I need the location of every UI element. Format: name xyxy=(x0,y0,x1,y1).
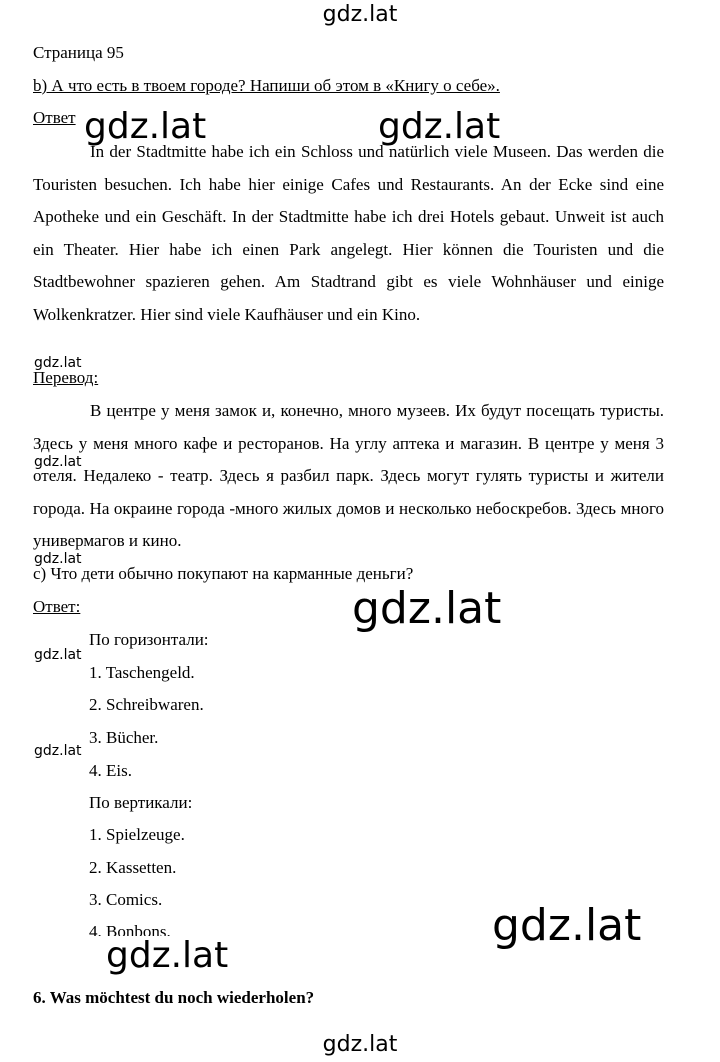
watermark-9: gdz.lat xyxy=(492,900,642,951)
watermark-7: gdz.lat xyxy=(34,647,82,663)
vertical-item-1: 1. Spielzeuge. xyxy=(89,825,185,844)
vertical-item-4: 4. Bonbons. xyxy=(89,922,171,936)
answer-label-2: Ответ: xyxy=(33,597,81,616)
watermark-10: gdz.lat xyxy=(106,935,229,976)
task-c-heading: c) Что дети обычно покупают на карманные деньги? xyxy=(33,564,414,583)
horizontal-item-3: 3. Bücher. xyxy=(89,728,159,747)
watermark-3: gdz.lat xyxy=(34,355,82,371)
watermark-1: gdz.lat xyxy=(84,106,207,147)
horizontal-label: По горизонтали: xyxy=(89,630,209,649)
watermark-8: gdz.lat xyxy=(34,743,82,759)
watermark-6: gdz.lat xyxy=(352,583,502,634)
section-6-heading: 6. Was möchtest du noch wiederholen? xyxy=(33,988,315,1007)
vertical-label: По вертикали: xyxy=(89,793,193,812)
horizontal-item-4: 4. Eis. xyxy=(89,761,132,780)
watermark-4: gdz.lat xyxy=(34,454,82,470)
horizontal-item-1: 1. Taschengeld. xyxy=(89,663,195,682)
watermark-5: gdz.lat xyxy=(34,551,82,567)
translation-label: Перевод: xyxy=(33,368,99,387)
watermark-top: gdz.lat xyxy=(322,2,398,27)
answer-paragraph: In der Stadtmitte habe ich ein Schloss und natürlich viele Museen. Das werden die Touristen besuchen. Ich habe hier einige Cafes und Restaurants. An der Ecke sind eine Apotheke und ein Geschäft. In der Stadtmitte habe ich drei Hotels gebaut. Unweit ist auch ein Theater. Hier habe ich einen Park angelegt. Hier können die Touristen und die Stadtbewohner spazieren gehen. Am Stadtrand gibt es viele Wohnhäuser und einige Wolkenkratzer. Hier sind viele Kaufhäuser und ein Kino. xyxy=(33,142,664,324)
vertical-item-2: 2. Kassetten. xyxy=(89,858,177,877)
translation-paragraph: В центре у меня замок и, конечно, много музеев. Их будут посещать туристы. Здесь у меня много кафе и ресторанов. На углу аптека и магазин. В центре у меня 3 отеля. Недалеко - театр. Здесь я разбил парк. Здесь могут гулять туристы и жители города. На окраине города -много жилых домов и несколько небоскребов. Здесь много универмагов и кино. xyxy=(33,401,664,550)
answer-label: Ответ xyxy=(33,108,76,127)
page-title: Страница 95 xyxy=(33,43,124,62)
vertical-item-3: 3. Comics. xyxy=(89,890,163,909)
watermark-2: gdz.lat xyxy=(378,106,501,147)
task-b-heading: b) А что есть в твоем городе? Напиши об этом в «Книгу о себе». xyxy=(33,76,500,95)
watermark-bottom: gdz.lat xyxy=(322,1032,398,1057)
horizontal-item-2: 2. Schreibwaren. xyxy=(89,695,204,714)
